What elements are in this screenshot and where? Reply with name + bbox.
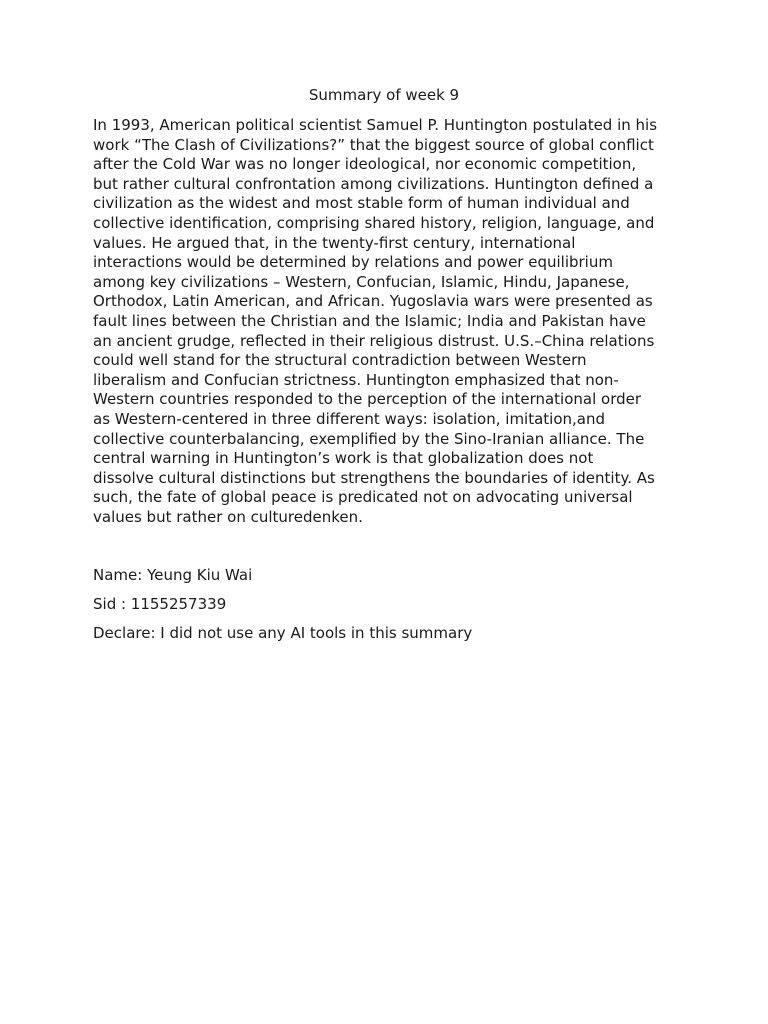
paragraph-line: interactions would be determined by relations and power equilibrium (93, 253, 613, 272)
paragraph-line: work “The Clash of Civilizations?” that the biggest source of global conflict (93, 135, 654, 154)
paragraph-line: liberalism and Confucian strictness. Huntington emphasized that non- (93, 370, 619, 389)
paragraph-line: as Western-centered in three different ways: isolation, imitation,and (93, 409, 606, 428)
document-title: Summary of week 9 (308, 86, 460, 104)
paragraph-line: but rather cultural confrontation among civilizations. Huntington defined a (93, 174, 654, 193)
paragraph-line: among key civilizations – Western, Confucian, Islamic, Hindu, Japanese, (93, 272, 630, 291)
paragraph-line: civilization as the widest and most stable form of human individual and (93, 194, 630, 213)
paragraph-line: central warning in Huntington’s work is that globalization does not (93, 449, 594, 468)
ai-declaration: Declare: I did not use any AI tools in this summary (93, 624, 473, 642)
paragraph-line: an ancient grudge, reflected in their religious distrust. U.S.–China relations (93, 331, 655, 350)
paragraph-line: such, the fate of global peace is predicated not on advocating universal (93, 488, 633, 507)
paragraph-line: Western countries responded to the perception of the international order (93, 390, 642, 409)
paragraph-line: collective identification, comprising shared history, religion, language, and (93, 213, 655, 232)
student-name: Name: Yeung Kiu Wai (93, 566, 253, 584)
paragraph-line: collective counterbalancing, exemplified by the Sino-Iranian alliance. The (93, 429, 645, 448)
paragraph-line: dissolve cultural distinctions but strengthens the boundaries of identity. As (93, 468, 655, 487)
paragraph-line: In 1993, American political scientist Samuel P. Huntington postulated in his (93, 116, 658, 134)
paragraph-line: values. He argued that, in the twenty-first century, international (93, 233, 576, 252)
paragraph-line: fault lines between the Christian and the Islamic; India and Pakistan have (93, 311, 646, 330)
paragraph-line: after the Cold War was no longer ideological, nor economic competition, (93, 155, 637, 174)
summary-paragraph (93, 116, 657, 527)
student-id: Sid : 1155257339 (93, 595, 227, 613)
paragraph-line: could well stand for the structural contradiction between Western (93, 351, 587, 370)
paragraph-line: Orthodox, Latin American, and African. Yugoslavia wars were presented as (93, 292, 653, 311)
paragraph-line: values but rather on culturedenken. (93, 507, 363, 526)
